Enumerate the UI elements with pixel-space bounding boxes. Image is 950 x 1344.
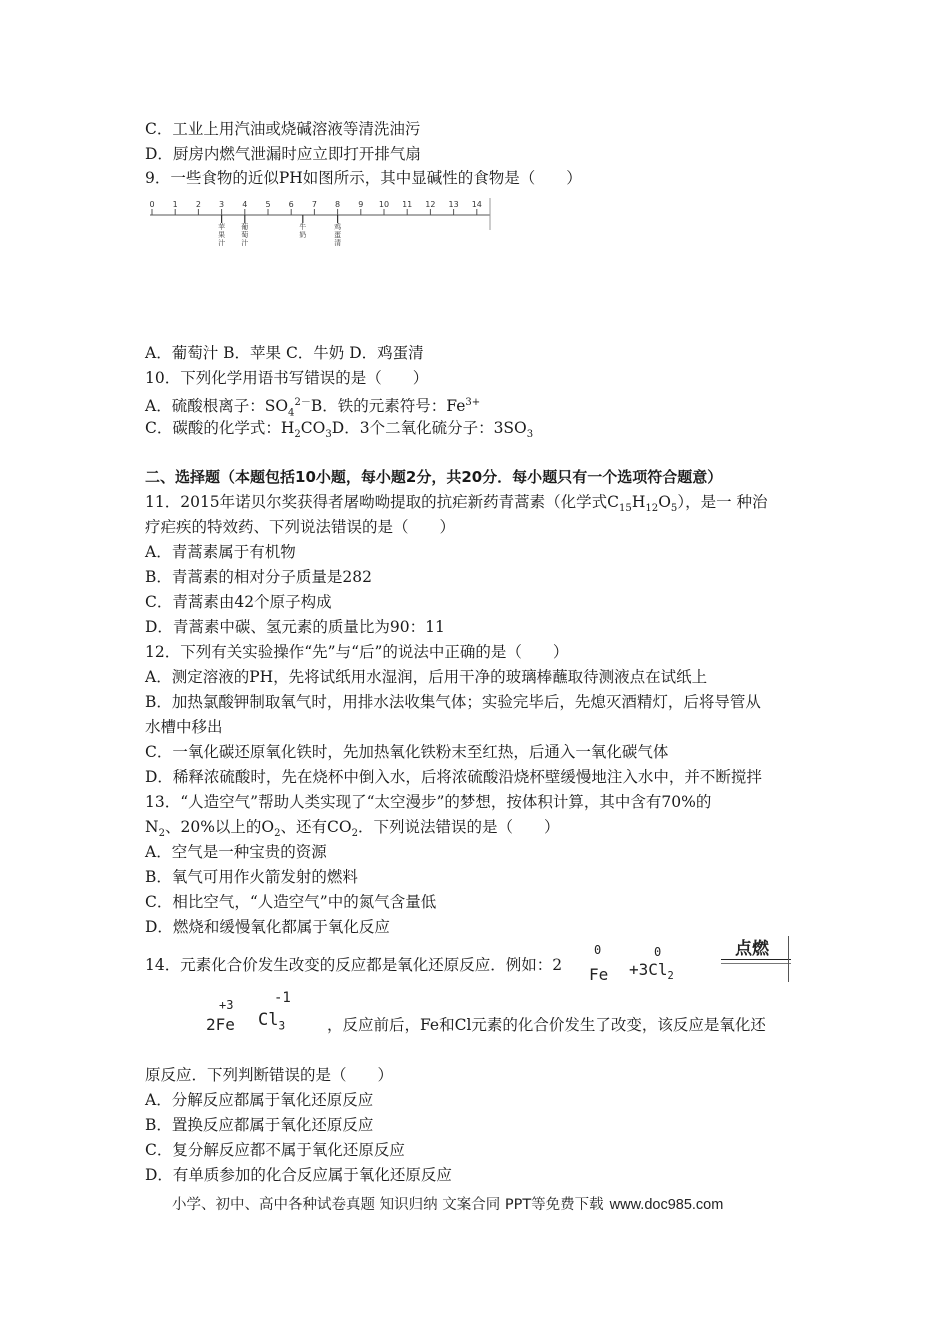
q9-options: A．葡萄汁 B．苹果 C．牛奶 D．鸡蛋清 — [145, 344, 424, 362]
q14-stem-line1: 14．元素化合价发生改变的反应都是氧化还原反应．例如：2 — [145, 956, 563, 974]
fe-symbol: Fe — [589, 965, 609, 984]
ph-tick-label: 10 — [378, 200, 390, 209]
section-heading: 二、选择题（本题包括10小题，每小题2分，共20分．每小题只有一个选项符合题意） — [145, 468, 723, 486]
q13-end: ．下列说法错误的是（ ） — [358, 818, 560, 836]
q13-option-a: A．空气是一种宝贵的资源 — [145, 843, 327, 861]
q8-option-d: D．厨房内燃气泄漏时应立即打开排气扇 — [145, 145, 421, 163]
q13-n2: N — [145, 818, 159, 836]
cl-reactant-sub: 2 — [667, 970, 674, 983]
q12-stem: 12．下列有关实验操作“先”与“后”的说法中正确的是（ ） — [145, 643, 569, 661]
reaction-arrow-line-top — [721, 959, 791, 960]
q14-option-b: B．置换反应都属于氧化还原反应 — [145, 1116, 374, 1134]
q10-a-sup: 2－ — [294, 397, 311, 408]
q10-options-cd — [145, 417, 533, 446]
cl-reactant-text: +3Cl — [629, 960, 668, 979]
q14-tail: ，反应前后，Fe和Cl元素的化合价发生了改变，该反应是氧化还 — [327, 1016, 766, 1034]
q13-option-c: C．相比空气，“人造空气”中的氮气含量低 — [145, 893, 437, 911]
q13-co2-sub: 2 — [351, 828, 359, 840]
q11-option-a: A．青蒿素属于有机物 — [145, 543, 296, 561]
q11-option-b: B．青蒿素的相对分子质量是282 — [145, 568, 372, 586]
ph-tick-label: 8 — [335, 200, 341, 209]
q12-option-a: A．测定溶液的PH，先将试纸用水湿润，后用干净的玻璃棒蘸取待测液点在试纸上 — [145, 668, 708, 686]
cl-reactant — [629, 960, 674, 982]
footer-url[interactable]: www.doc985.com — [609, 1197, 724, 1213]
ph-tick-label: 7 — [311, 200, 317, 209]
ph-tick-label: 6 — [288, 200, 294, 209]
cl-valence: 0 — [654, 945, 662, 959]
q12-option-d: D．稀释浓硫酸时，先在烧杯中倒入水，后将浓硫酸沿烧杯壁缓慢地注入水中，并不断搅拌 — [145, 768, 762, 786]
ph-tick-label: 2 — [195, 200, 201, 209]
q12-option-b-line2: 水槽中移出 — [145, 718, 223, 736]
ph-food-label: 葡萄汁 — [241, 223, 249, 247]
q14-option-c: C．复分解反应都不属于氧化还原反应 — [145, 1141, 405, 1159]
prod-cl — [258, 1010, 285, 1032]
q12-option-c: C．一氧化碳还原氧化铁时，先加热氧化铁粉末至红热，后通入一氧化碳气体 — [145, 743, 669, 761]
q11-sub-h: 12 — [645, 503, 659, 515]
ph-tick-label: 9 — [358, 200, 364, 209]
q14-option-d: D．有单质参加的化合反应属于氧化还原反应 — [145, 1166, 452, 1184]
reaction-arrow-line-bottom — [721, 963, 791, 964]
ph-food-label: 牛奶 — [299, 223, 307, 239]
q10-d-text: D．3个二氧化硫分子：3SO — [331, 419, 527, 437]
fe-valence: 0 — [594, 943, 602, 957]
q13-stem-line1: 13．“人造空气”帮助人类实现了“太空漫步”的梦想，按体积计算，其中含有70%的 — [145, 793, 712, 811]
ph-food-label: 鸡蛋清 — [334, 223, 342, 247]
prod-fe: 2Fe — [206, 1015, 235, 1034]
q10-a-text: A．硫酸根离子：SO — [145, 397, 289, 416]
q14-option-a: A．分解反应都属于氧化还原反应 — [145, 1091, 374, 1109]
ph-tick-label: 14 — [471, 200, 482, 209]
ph-tick-label: 5 — [265, 200, 271, 209]
q11-stem-part1: 11．2015年诺贝尔奖获得者屠呦呦提取的抗疟新药青蒿素（化学式C — [145, 493, 620, 511]
q14-stem-end: 原反应．下列判断错误的是（ ） — [145, 1066, 394, 1084]
q11-stem-part2: ），是一 种治 — [677, 493, 768, 511]
q10-b-sup: 3+ — [465, 397, 481, 408]
q10-c-sub1: 2 — [294, 429, 301, 441]
ph-food-label: 苹果汁 — [218, 223, 226, 247]
ph-tick-label: 12 — [425, 200, 436, 209]
q8-option-c: C．工业上用汽油或烧碱溶液等清洗油污 — [145, 120, 421, 138]
ph-tick-label: 13 — [448, 200, 459, 209]
equation-frame-edge — [788, 936, 789, 982]
q10-c-sub2: 3 — [325, 429, 332, 441]
ph-tick-label: 1 — [172, 200, 178, 209]
footer — [172, 1193, 723, 1214]
q13-n2-sub: 2 — [158, 828, 165, 840]
ph-tick-label: 4 — [242, 200, 248, 209]
ph-tick-label: 11 — [402, 200, 413, 209]
q13-mid2: 、还有CO — [280, 818, 352, 836]
prod-fe-valence: +3 — [219, 998, 234, 1012]
q13-o2-sub: 2 — [274, 828, 281, 840]
q11-sub-o: 5 — [670, 503, 678, 515]
prod-cl-valence: -1 — [274, 990, 291, 1006]
ph-tick-label: 3 — [219, 200, 225, 209]
footer-text: 小学、初中、高中各种试卷真题 知识归纳 文案合同 PPT等免费下载 — [172, 1197, 604, 1213]
q10-c-mid: CO — [300, 419, 326, 437]
q10-a-sub: 4 — [288, 407, 295, 419]
q12-option-b-line1: B．加热氯酸钾制取氧气时，用排水法收集气体；实验完毕后，先熄灭酒精灯，后将导管从 — [145, 693, 761, 711]
q10-c-text: C．碳酸的化学式：H — [145, 419, 295, 437]
q13-option-b: B．氧气可用作火箭发射的燃料 — [145, 868, 358, 886]
q11-option-c: C．青蒿素由42个原子构成 — [145, 593, 332, 611]
q10-d-sub: 3 — [526, 429, 534, 441]
q13-option-d: D．燃烧和缓慢氧化都属于氧化反应 — [145, 918, 390, 936]
ph-scale-figure — [145, 196, 495, 256]
q10-b-text: B．铁的元素符号：Fe — [310, 397, 466, 416]
q10-stem: 10．下列化学用语书写错误的是（ ） — [145, 369, 429, 387]
reaction-condition: 点燃 — [735, 939, 769, 959]
ph-tick-label: 0 — [149, 200, 155, 209]
q11-stem-line2: 疗疟疾的特效药、下列说法错误的是（ ） — [145, 518, 456, 536]
q11-o: O — [658, 493, 671, 511]
q9-stem: 9．一些食物的近似PH如图所示，其中显碱性的食物是（ ） — [145, 169, 582, 187]
q11-h: H — [631, 493, 646, 511]
q11-sub-c: 15 — [619, 503, 632, 515]
q11-option-d: D．青蒿素中碳、氢元素的质量比为90：11 — [145, 618, 445, 636]
q13-mid1: 、20%以上的O — [164, 818, 275, 836]
prod-cl-sub: 3 — [278, 1019, 286, 1033]
prod-cl-text: Cl — [258, 1010, 279, 1030]
